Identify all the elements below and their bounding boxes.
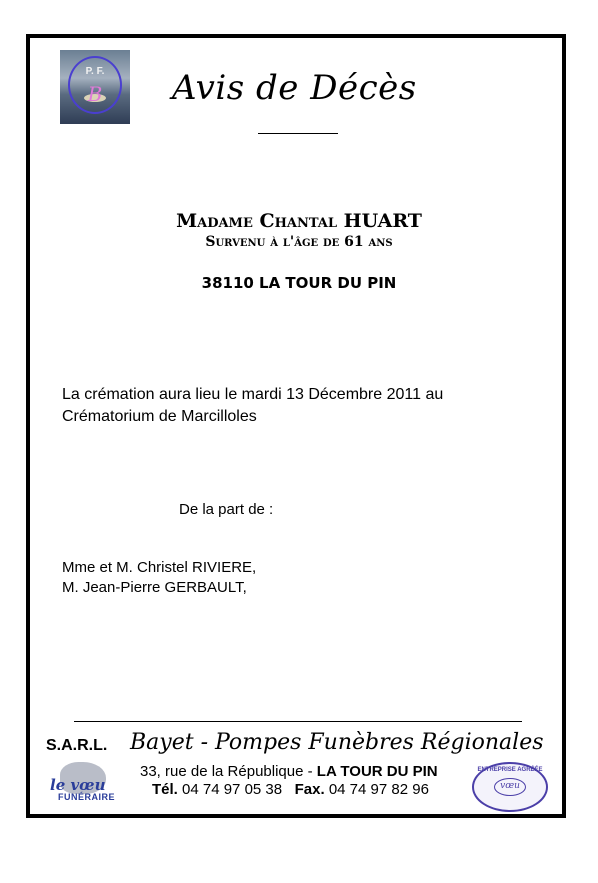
address-street: 33, rue de la République - xyxy=(140,763,317,780)
notice-title: Avis de Décès xyxy=(172,68,417,108)
entreprise-agreee-badge xyxy=(472,762,548,812)
deceased-name: Madame Chantal HUART xyxy=(176,210,422,232)
fax-label: Fax. xyxy=(294,781,325,798)
pfb-logo xyxy=(60,50,130,124)
company-name: Bayet - Pompes Funèbres Régionales xyxy=(130,730,544,755)
company-phones xyxy=(152,781,429,798)
family-member: Mme et M. Christel RIVIERE, xyxy=(62,559,257,576)
legal-form: S.A.R.L. xyxy=(46,737,108,754)
company-address xyxy=(140,763,438,780)
badge-right-center: vœu xyxy=(494,778,526,796)
tel-label: Tél. xyxy=(152,781,178,798)
le-voeu-funeraire-logo xyxy=(44,762,124,804)
title-divider xyxy=(258,133,338,134)
badge-left-subtitle: FUNÉRAIRE xyxy=(58,792,116,802)
footer-divider xyxy=(74,721,522,722)
logo-pf-text: P. F. xyxy=(85,66,105,77)
deceased-city: 38110 LA TOUR DU PIN xyxy=(201,274,397,292)
ceremony-details: La crémation aura lieu le mardi 13 Décembre 2011 au Crématorium de Marcilloles xyxy=(62,386,444,425)
family-intro: De la part de : xyxy=(179,501,274,518)
badge-right-arc-text: ENTREPRISE AGRÉÉE xyxy=(477,767,543,773)
tel-number: 04 74 97 05 38 xyxy=(182,781,283,798)
logo-b-letter: B xyxy=(87,82,103,106)
deceased-age: Survenu à l'âge de 61 ans xyxy=(205,234,393,250)
family-member: M. Jean-Pierre GERBAULT, xyxy=(62,579,247,596)
fax-number: 04 74 97 82 96 xyxy=(328,781,429,798)
address-city: LA TOUR DU PIN xyxy=(316,763,438,780)
badge-left-title: le vœu xyxy=(50,776,106,794)
